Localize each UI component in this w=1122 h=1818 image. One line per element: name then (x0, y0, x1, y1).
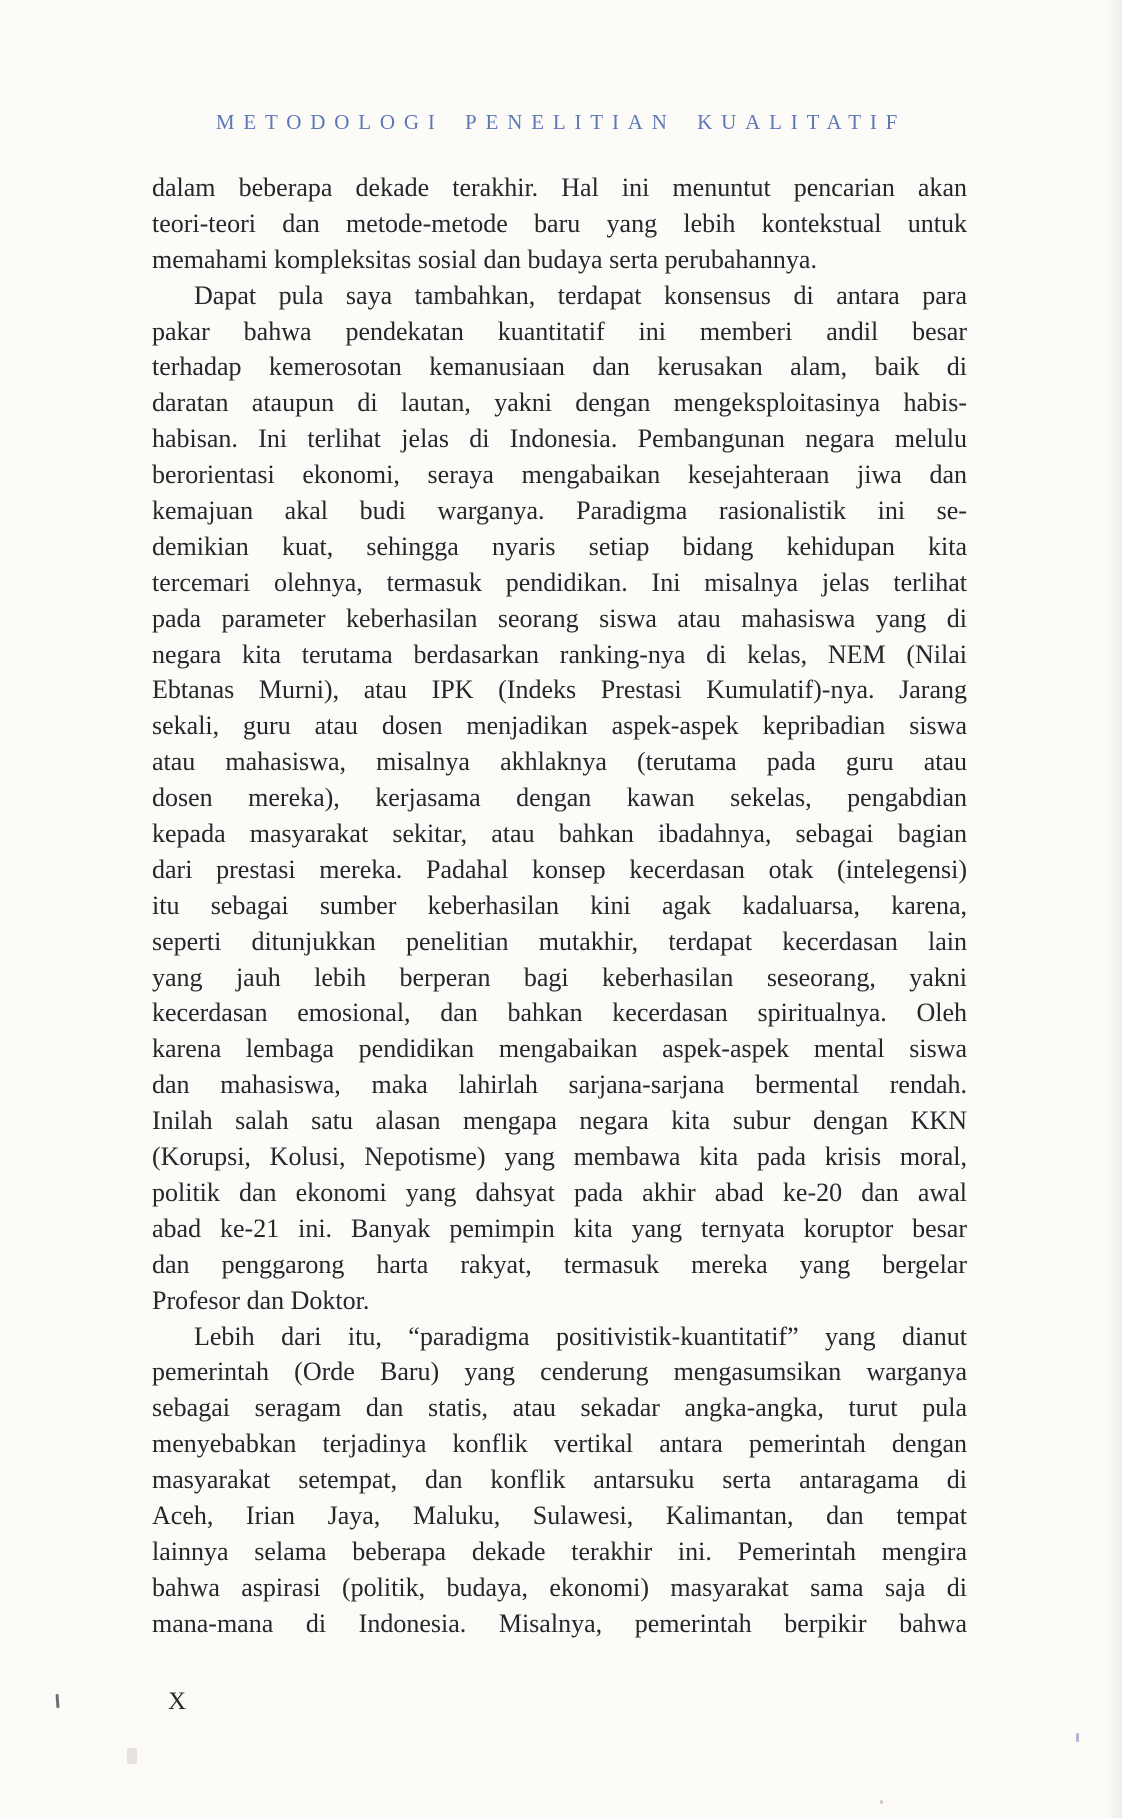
page-number: X (168, 1688, 187, 1715)
scan-artifact (56, 1694, 60, 1708)
body-text (152, 170, 967, 1642)
text-line: abad ke-21 ini. Banyak pemimpin kita yang ternyata koruptor besar (152, 1213, 967, 1243)
text-line: Aceh, Irian Jaya, Maluku, Sulawesi, Kalimantan, dan tempat (152, 1500, 967, 1530)
text-line: negara kita terutama berdasarkan ranking-nya di kelas, NEM (Nilai (152, 639, 967, 669)
text-line: itu sebagai sumber keberhasilan kini agak kadaluarsa, karena, (152, 890, 967, 920)
text-line: daratan ataupun di lautan, yakni dengan mengeksploitasinya habis- (152, 388, 967, 418)
text-line: atau mahasiswa, misalnya akhlaknya (terutama pada guru atau (152, 747, 967, 777)
scan-speck (880, 1800, 883, 1804)
text-line: bahwa aspirasi (politik, budaya, ekonomi) masyarakat sama saja di (152, 1572, 967, 1602)
text-line: sebagai seragam dan statis, atau sekadar angka-angka, turut pula (152, 1393, 967, 1423)
text-line: politik dan ekonomi yang dahsyat pada akhir abad ke-20 dan awal (152, 1177, 967, 1207)
scan-speck (127, 1748, 137, 1764)
text-line: teori-teori dan metode-metode baru yang lebih kontekstual untuk (152, 208, 967, 238)
text-line: kemajuan akal budi warganya. Paradigma rasionalistik ini se- (152, 496, 967, 526)
text-line: Lebih dari itu, “paradigma positivistik-kuantitatif” yang dianut (194, 1321, 967, 1351)
text-line: menyebabkan terjadinya konflik vertikal antara pemerintah dengan (152, 1429, 967, 1459)
text-line: dalam beberapa dekade terakhir. Hal ini menuntut pencarian akan (152, 173, 967, 202)
text-line: dan penggarong harta rakyat, termasuk mereka yang bergelar (152, 1249, 967, 1279)
text-line: kepada masyarakat sekitar, atau bahkan ibadahnya, sebagai bagian (152, 819, 967, 849)
text-line: berorientasi ekonomi, seraya mengabaikan kesejahteraan jiwa dan (152, 460, 967, 490)
scan-speck (1076, 1733, 1079, 1742)
running-header: METODOLOGI PENELITIAN KUALITATIF (215, 110, 907, 134)
text-line: yang jauh lebih berperan bagi keberhasilan seseorang, yakni (152, 962, 967, 992)
text-line: terhadap kemerosotan kemanusiaan dan kerusakan alam, baik di (152, 352, 967, 382)
text-line: Profesor dan Doktor. (152, 1285, 370, 1315)
text-line: dosen mereka), kerjasama dengan kawan sekelas, pengabdian (152, 783, 967, 813)
text-line: Inilah salah satu alasan mengapa negara kita subur dengan KKN (152, 1106, 967, 1136)
paragraph (152, 170, 967, 278)
paragraph (152, 1319, 967, 1642)
text-line: mana-mana di Indonesia. Misalnya, pemerintah berpikir bahwa (152, 1608, 967, 1638)
text-line: (Korupsi, Kolusi, Nepotisme) yang membawa kita pada krisis moral, (152, 1142, 967, 1172)
text-line: karena lembaga pendidikan mengabaikan aspek-aspek mental siswa (152, 1034, 967, 1064)
text-line: dan mahasiswa, maka lahirlah sarjana-sarjana bermental rendah. (152, 1070, 967, 1100)
text-line: pakar bahwa pendekatan kuantitatif ini memberi andil besar (152, 316, 967, 346)
text-line: pada parameter keberhasilan seorang siswa atau mahasiswa yang di (152, 603, 967, 633)
text-line: pemerintah (Orde Baru) yang cenderung mengasumsikan warganya (152, 1357, 967, 1387)
text-line: dari prestasi mereka. Padahal konsep kecerdasan otak (intelegensi) (152, 854, 967, 884)
text-line: seperti ditunjukkan penelitian mutakhir, terdapat kecerdasan lain (152, 926, 967, 956)
text-line: Dapat pula saya tambahkan, terdapat konsensus di antara para (194, 280, 967, 310)
text-line: masyarakat setempat, dan konflik antarsuku serta antaragama di (152, 1465, 967, 1495)
paragraph (152, 278, 967, 1319)
text-line: Ebtanas Murni), atau IPK (Indeks Prestasi Kumulatif)-nya. Jarang (152, 675, 967, 705)
text-line: habisan. Ini terlihat jelas di Indonesia. Pembangunan negara melulu (152, 424, 967, 454)
page-footer (0, 1688, 1122, 1728)
text-line: lainnya selama beberapa dekade terakhir ini. Pemerintah mengira (152, 1536, 967, 1566)
text-line: kecerdasan emosional, dan bahkan kecerdasan spiritualnya. Oleh (152, 998, 967, 1028)
text-line: tercemari olehnya, termasuk pendidikan. Ini misalnya jelas terlihat (152, 567, 967, 597)
text-line: memahami kompleksitas sosial dan budaya serta perubahannya. (152, 244, 817, 274)
text-line: demikian kuat, sehingga nyaris setiap bidang kehidupan kita (152, 531, 967, 561)
text-line: sekali, guru atau dosen menjadikan aspek-aspek kepribadian siswa (152, 711, 967, 741)
